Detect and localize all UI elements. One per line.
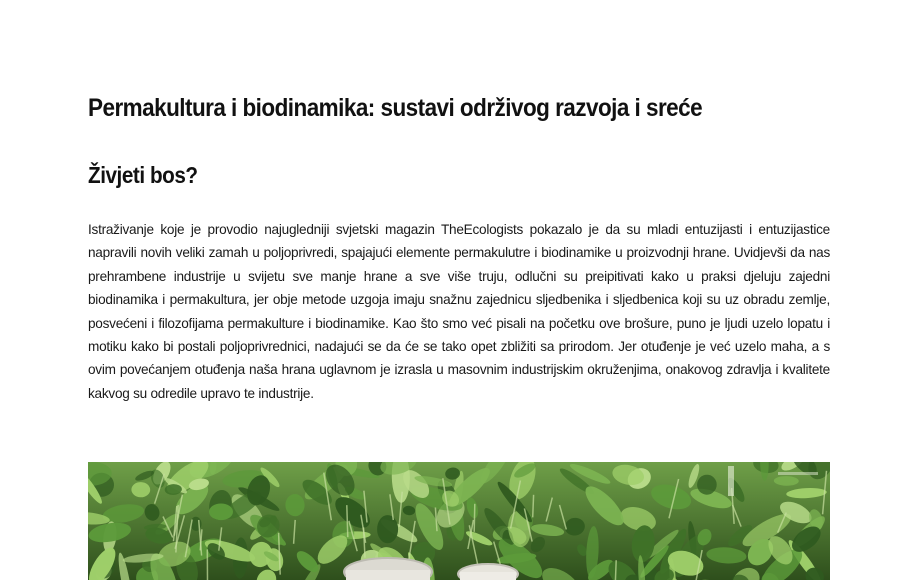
garden-photo-illustration: [88, 462, 830, 580]
section-heading: Živjeti bos?: [88, 162, 198, 188]
garden-photo: [88, 462, 830, 580]
stem-shape: [474, 504, 475, 532]
leaf-shape: [377, 515, 398, 543]
page-title: Permakultura i biodinamika: sustavi održivog razvoja i sreće: [88, 94, 703, 122]
stem-shape: [533, 495, 534, 518]
body-paragraph: Istraživanje koje je provodio najugledniji svjetski magazin TheEcologists pokazalo je da su mladi entuzijasti i entuzijastice napravili novih veliki zamah u poljoprivredi, spajajući elemente permakulutre i biodinamike u proizvodnji hrane. Uvidjevši da nas prehrambene industrije u svijetu sve manje hrane a sve više truju, odlučni su preipitivati kako u praksi djeluju zajedni biodinamika i permakultura, jer obje metode uzgoja imaju snažnu zajednicu sljedbenika i sljedbenica koji su uz obradu zemlje, posvećeni i filozofijama permakulture i biodinamike. Kao što smo već pisali na početku ove brošure, puno je ljudi uzelo lopatu i motiku kako bi postali poljoprivrednici, nadajući se da će se tako opet zbližiti sa prirodom. Jer otuđenje je već uzelo maha, a s ovim povećanjem otuđenja naša hrana uglavnom je izrasla u masovnim industrijskim okruženjima, onakovog zdravlja i kvalitete kakvog su odredile upravo te industrije.: [88, 222, 830, 401]
stem-shape: [347, 505, 348, 537]
leaf-shape: [209, 504, 233, 521]
stem-shape: [615, 560, 616, 580]
